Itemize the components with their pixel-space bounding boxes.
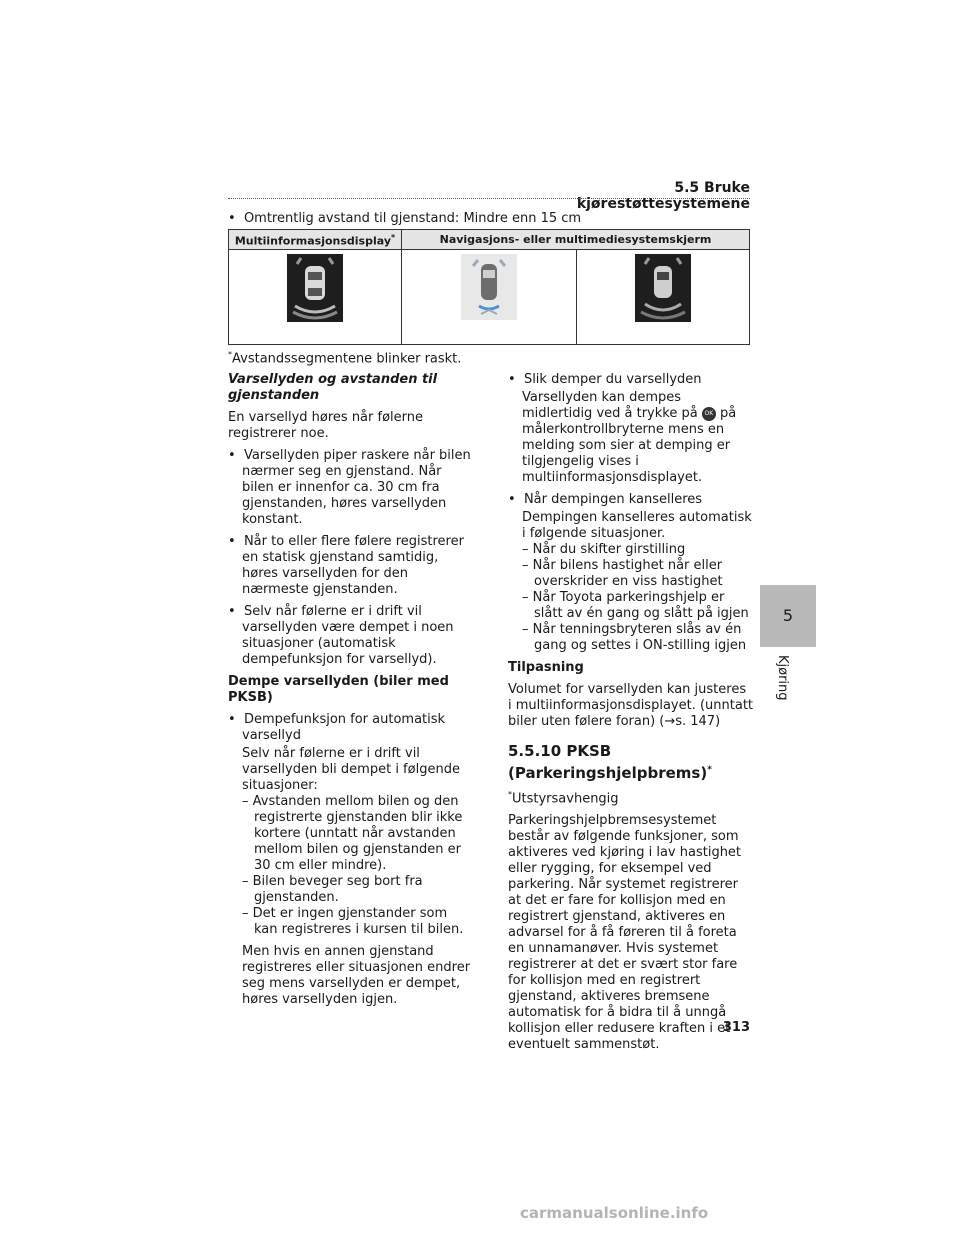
intro-bullet-text: Omtrentlig avstand til gjenstand: Mindre enn 15 cm — [243, 211, 582, 226]
chapter-tab: 5 — [760, 585, 816, 647]
page-number: 313 — [722, 1020, 750, 1035]
bullet-how-to-mute: • Slik demper du varsellyden — [508, 372, 702, 387]
display-table — [228, 229, 750, 345]
dash-no-objects: – Det er ingen gjenstander som kan registreres i kursen til bilen. — [242, 906, 464, 937]
table-footnote: *Avstandssegmentene blinker raskt. — [228, 350, 462, 367]
navigation-display-car-image — [461, 254, 517, 320]
bullet-auto-mute: • Dempefunksjon for automatisk varsellyd — [228, 712, 446, 743]
dash-parking-aid: – Når Toyota parkeringshjelp er slått av én gang og slått på igjen — [522, 590, 749, 621]
heading-mute-pksb: Dempe varsellyden (biler med PKSB) — [228, 674, 449, 705]
watermark: carmanualsonline.info — [520, 1204, 709, 1222]
left-column — [228, 372, 473, 1014]
ok-button-icon: OK — [702, 407, 716, 421]
dash-moving-away: – Bilen beveger seg bort fra gjenstanden. — [242, 874, 423, 905]
bullet-muted-situations: • Selv når følerne er i drift vil varsellyden være dempet i noen situasjoner (automatisk dempefunksjon for varsellyd). — [228, 604, 454, 667]
paragraph-sound-again: Men hvis en annen gjenstand registreres eller situasjonen endrer seg mens varsellyden er dempet, høres varsellyden igjen. — [242, 944, 471, 1007]
dash-speed: – Når bilens hastighet når eller overskrider en viss hastighet — [522, 558, 723, 589]
heading-sound-distance: Varsellyden og avstanden til gjenstanden — [228, 372, 438, 403]
navigation-display-image-cell-2 — [577, 249, 750, 344]
chapter-tab-label: Kjøring — [775, 655, 790, 701]
multiinfo-display-car-image — [287, 254, 343, 322]
table-header-multiinfo: Multiinformasjonsdisplay* — [229, 230, 402, 250]
table-header-navigation: Navigasjons- eller multimediesystemskjerm — [402, 230, 750, 250]
section-header: 5.5 Bruke kjørestøttesystemene — [576, 180, 750, 212]
paragraph-how-to-mute: Varsellyden kan dempes midlertidig ved å trykke på OK på målerkontrollbryterne mens en melding som sier at demping er tilgjengelig vises i multiinformasjonsdisplayet. — [522, 390, 737, 485]
bullet-dot: • — [228, 211, 244, 226]
dash-distance-unchanged: – Avstanden mellom bilen og den registrerte gjenstanden blir ikke kortere (unntatt når avstanden mellom bilen og gjenstanden er 30 cm eller mindre). — [242, 794, 463, 873]
paragraph-auto-mute: Selv når følerne er i drift vil varsellyden bli dempet i følgende situasjoner: — [242, 746, 460, 793]
bullet-mute-cancelled: • Når dempingen kanselleres — [508, 492, 703, 507]
heading-customization: Tilpasning — [508, 660, 584, 675]
paragraph-mute-cancelled: Dempingen kanselleres automatisk i følgende situasjoner. — [522, 510, 752, 541]
footnote-equipment: *Utstyrsavhengig — [508, 790, 619, 807]
bullet-faster-beep: • Varsellyden piper raskere når bilen nærmer seg en gjenstand. Når bilen er innenfor ca. 30 cm fra gjenstanden, høres varsellyden konstant. — [228, 448, 471, 527]
paragraph-pksb-description: Parkeringshjelpbremsesystemet består av følgende funksjoner, som aktiveres ved kjøring i lav hastighet eller rygging, for eksempel ved parkering. Når systemet registrerer at det er fare for kollisjon med en registrert gjenstand, aktiveres en advarsel for å få føreren til å foreta en unnamanøver. Hvis systemet registrerer at det er svært stor fare for kollisjon med en registrert gjenstand, aktiveres bremsene automatisk for å bidra til å unngå kollisjon eller redusere kraften i et eventuelt sammenstøt. — [508, 813, 742, 1053]
dash-gear-change: – Når du skifter girstilling — [522, 542, 686, 557]
paragraph-customization: Volumet for varsellyden kan justeres i multiinformasjonsdisplayet. (unntatt biler uten følere foran) (→s. 147) — [508, 682, 754, 729]
paragraph-sound-intro: En varsellyd høres når følerne registrerer noe. — [228, 410, 423, 441]
bullet-multiple-sensors: • Når to eller flere følere registrerer en statisk gjenstand samtidig, høres varsellyden for den nærmeste gjenstanden. — [228, 534, 464, 597]
right-column — [508, 372, 753, 1059]
navigation-display-image-cell — [402, 249, 577, 344]
intro-bullet — [228, 211, 750, 227]
section-heading-pksb: 5.5.10 PKSB (Parkeringshjelpbrems)* — [508, 742, 712, 782]
dash-ignition: – Når tenningsbryteren slås av én gang og settes i ON-stilling igjen — [522, 622, 747, 653]
multiinfo-display-image-cell — [229, 249, 402, 344]
header-rule — [228, 198, 750, 199]
navigation-display-car-image-dark — [635, 254, 691, 322]
